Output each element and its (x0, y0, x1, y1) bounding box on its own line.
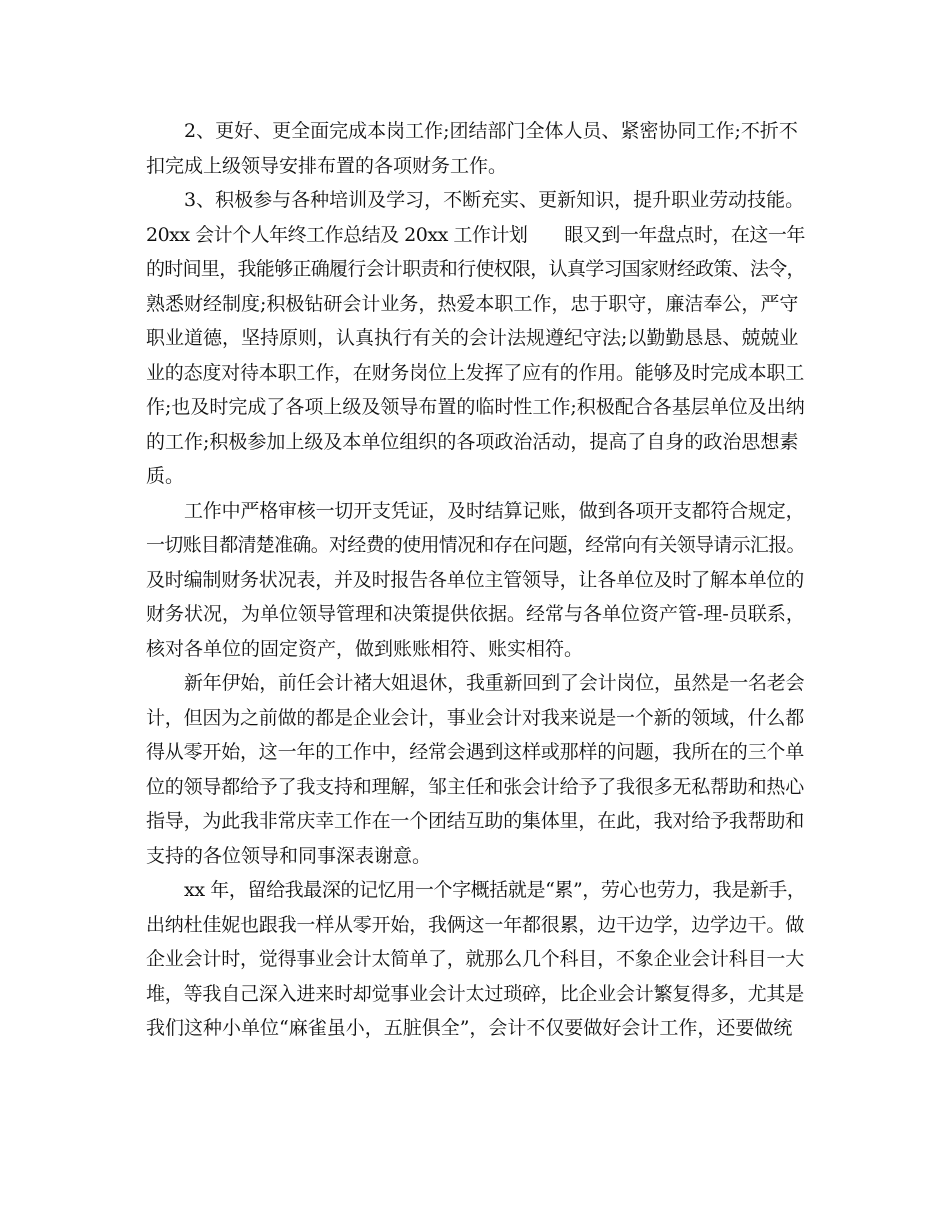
text-line: 扣完成上级领导安排布置的各项财务工作。 (146, 154, 508, 177)
text-line: 职业道德，坚持原则，认真执行有关的会计法规遵纪守法;以勤勤恳恳、兢兢业 (146, 327, 799, 349)
document-body (146, 114, 806, 1046)
text-line: 得从零开始，这一年的工作中，经常会遇到这样或那样的问题，我所在的三个单 (146, 741, 805, 763)
text-line: 支持的各位领导和同事深表谢意。 (146, 844, 432, 867)
text-line: 工作中严格审核一切开支凭证，及时结算记账，做到各项开支都符合规定， (184, 499, 805, 522)
text-line: 出纳杜佳妮也跟我一样从零开始，我俩这一年都很累，边干边学，边学边干。做 (146, 913, 805, 936)
text-line: 核对各单位的固定资产，做到账账相符、账实相符。 (146, 637, 584, 660)
text-line: 我们这种小单位“麻雀虽小，五脏俱全”，会计不仅要做好会计工作，还要做统 (146, 1017, 793, 1039)
text-line: 计，但因为之前做的都是企业会计，事业会计对我来说是一个新的领域，什么都 (146, 706, 805, 729)
text-line: 企业会计时，觉得事业会计太简单了，就那么几个科目，不象企业会计科目一大 (146, 948, 805, 970)
text-line: 3、积极参与各种培训及学习，不断充实、更新知识，提升职业劳动技能。 (184, 189, 805, 211)
text-line: 财务状况，为单位领导管理和决策提供依据。经常与各单位资产管-理-员联系， (146, 603, 805, 625)
text-line: 业的态度对待本职工作，在财务岗位上发挥了应有的作用。能够及时完成本职工 (146, 361, 805, 384)
text-line: 位的领导都给予了我支持和理解，邹主任和张会计给予了我很多无私帮助和热心 (146, 775, 805, 798)
text-line: 20xx 会计个人年终工作总结及 20xx 工作计划 眼又到一年盘点时，在这一年 (146, 223, 805, 246)
text-line: 的工作;积极参加上级及本单位组织的各项政治活动，提高了自身的政治思想素 (146, 430, 799, 453)
text-line: 熟悉财经制度;积极钻研会计业务，热爱本职工作，忠于职守，廉洁奉公，严守 (146, 292, 799, 315)
text-line: 质。 (146, 465, 185, 487)
text-line: 指导，为此我非常庆幸工作在一个团结互助的集体里，在此，我对给予我帮助和 (146, 810, 805, 832)
text-line: 作;也及时完成了各项上级及领导布置的临时性工作;积极配合各基层单位及出纳 (146, 396, 805, 418)
text-line: 的时间里，我能够正确履行会计职责和行使权限，认真学习国家财经政策、法令， (146, 258, 805, 280)
text-line: 及时编制财务状况表，并及时报告各单位主管领导，让各单位及时了解本单位的 (146, 568, 805, 591)
text-line: 一切账目都清楚准确。对经费的使用情况和存在问题，经常向有关领导请示汇报。 (146, 534, 805, 556)
text-line: 2、更好、更全面完成本岗工作;团结部门全体人员、紧密协同工作;不折不 (184, 120, 798, 142)
text-line: 堆，等我自己深入进来时却觉事业会计太过琐碎，比企业会计繁复得多，尤其是 (146, 982, 805, 1005)
text-line: 新年伊始，前任会计褚大姐退休，我重新回到了会计岗位，虽然是一名老会 (184, 672, 805, 694)
text-line: xx 年，留给我最深的记忆用一个字概括就是“累”，劳心也劳力，我是新手， (184, 879, 806, 901)
